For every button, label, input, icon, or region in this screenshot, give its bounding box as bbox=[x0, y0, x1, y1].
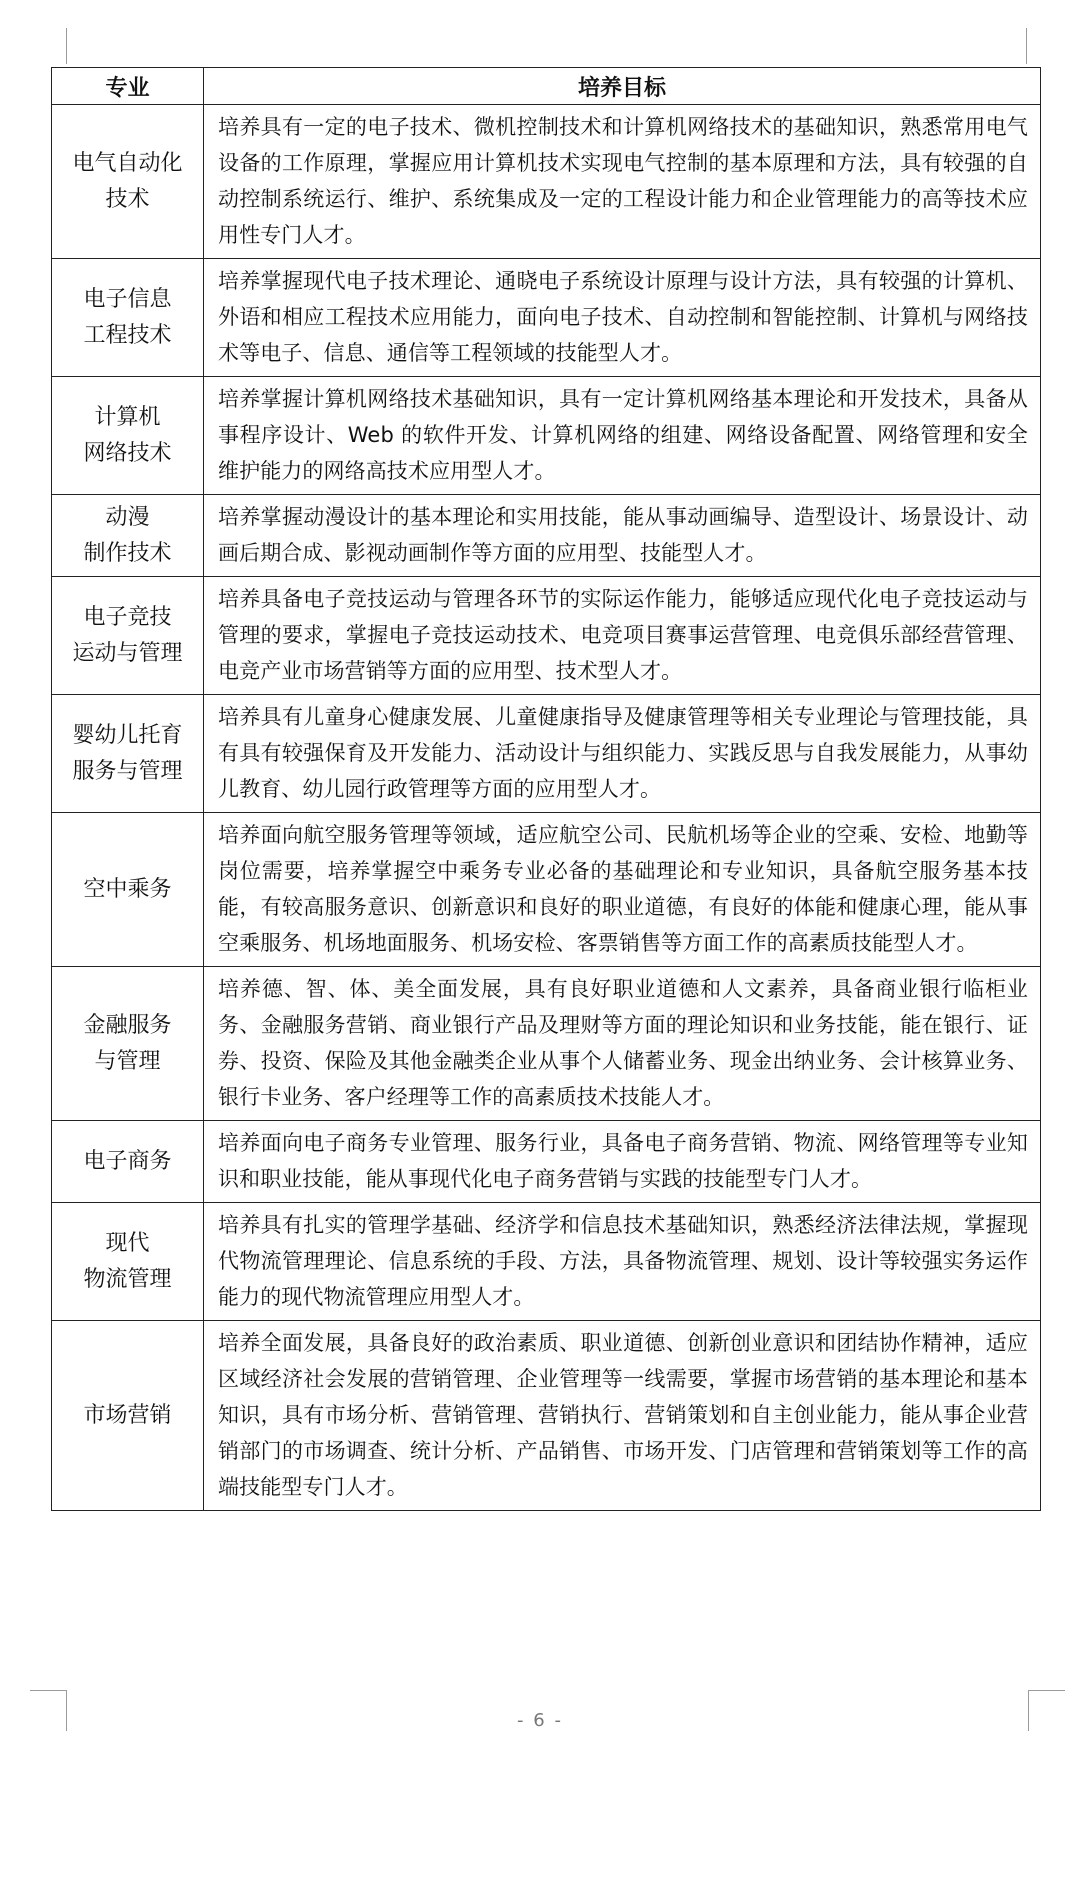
training-goal: 培养具备电子竞技运动与管理各环节的实际运作能力，能够适应现代化电子竞技运动与管理的要求，掌握电子竞技运动技术、电竞项目赛事运营管理、电竞俱乐部经营管理、电竞产业市场营销等方面的应用型、技术型人才。 bbox=[204, 577, 1041, 695]
crop-mark-top-right bbox=[1026, 28, 1027, 64]
major-name: 市场营销 bbox=[52, 1321, 204, 1511]
header-major: 专业 bbox=[52, 68, 204, 105]
majors-table bbox=[51, 67, 1041, 1511]
training-goal: 培养德、智、体、美全面发展，具有良好职业道德和人文素养，具备商业银行临柜业务、金融服务营销、商业银行产品及理财等方面的理论知识和业务技能，能在银行、证券、投资、保险及其他金融类企业从事个人储蓄业务、现金出纳业务、会计核算业务、银行卡业务、客户经理等工作的高素质技术技能人才。 bbox=[204, 967, 1041, 1121]
major-name: 电气自动化 技术 bbox=[52, 105, 204, 259]
training-goal: 培养掌握计算机网络技术基础知识，具有一定计算机网络基本理论和开发技术，具备从事程序设计、Web 的软件开发、计算机网络的组建、网络设备配置、网络管理和安全维护能力的网络高技术应用型人才。 bbox=[204, 377, 1041, 495]
header-goal: 培养目标 bbox=[204, 68, 1041, 105]
table-body bbox=[52, 105, 1041, 1511]
major-name: 电子竞技 运动与管理 bbox=[52, 577, 204, 695]
major-name: 电子信息 工程技术 bbox=[52, 259, 204, 377]
table-row bbox=[52, 967, 1041, 1121]
major-name: 计算机 网络技术 bbox=[52, 377, 204, 495]
major-name: 婴幼儿托育 服务与管理 bbox=[52, 695, 204, 813]
training-goal: 培养具有一定的电子技术、微机控制技术和计算机网络技术的基础知识，熟悉常用电气设备的工作原理，掌握应用计算机技术实现电气控制的基本原理和方法，具有较强的自动控制系统运行、维护、系统集成及一定的工程设计能力和企业管理能力的高等技术应用性专门人才。 bbox=[204, 105, 1041, 259]
table-header-row bbox=[52, 68, 1041, 105]
page-number: - 6 - bbox=[517, 1710, 563, 1731]
training-goal: 培养具有儿童身心健康发展、儿童健康指导及健康管理等相关专业理论与管理技能，具有具有较强保育及开发能力、活动设计与组织能力、实践反思与自我发展能力，从事幼儿教育、幼儿园行政管理等方面的应用型人才。 bbox=[204, 695, 1041, 813]
table-row bbox=[52, 377, 1041, 495]
table-row bbox=[52, 1203, 1041, 1321]
table-row bbox=[52, 259, 1041, 377]
crop-mark-top-left bbox=[66, 28, 67, 64]
major-name: 电子商务 bbox=[52, 1121, 204, 1203]
training-goal: 培养全面发展，具备良好的政治素质、职业道德、创新创业意识和团结协作精神，适应区域经济社会发展的营销管理、企业管理等一线需要，掌握市场营销的基本理论和基本知识，具有市场分析、营销管理、营销执行、营销策划和自主创业能力，能从事企业营销部门的市场调查、统计分析、产品销售、市场开发、门店管理和营销策划等工作的高端技能型专门人才。 bbox=[204, 1321, 1041, 1511]
table-row bbox=[52, 813, 1041, 967]
table-row bbox=[52, 695, 1041, 813]
table-row bbox=[52, 1121, 1041, 1203]
major-name: 金融服务 与管理 bbox=[52, 967, 204, 1121]
table-row bbox=[52, 495, 1041, 577]
training-goal: 培养掌握现代电子技术理论、通晓电子系统设计原理与设计方法，具有较强的计算机、外语和相应工程技术应用能力，面向电子技术、自动控制和智能控制、计算机与网络技术等电子、信息、通信等工程领域的技能型人才。 bbox=[204, 259, 1041, 377]
training-goal: 培养面向航空服务管理等领域，适应航空公司、民航机场等企业的空乘、安检、地勤等岗位需要，培养掌握空中乘务专业必备的基础理论和专业知识，具备航空服务基本技能，有较高服务意识、创新意识和良好的职业道德，有良好的体能和健康心理，能从事空乘服务、机场地面服务、机场安检、客票销售等方面工作的高素质技能型人才。 bbox=[204, 813, 1041, 967]
major-name: 现代 物流管理 bbox=[52, 1203, 204, 1321]
major-name: 空中乘务 bbox=[52, 813, 204, 967]
table-row bbox=[52, 105, 1041, 259]
training-goal: 培养面向电子商务专业管理、服务行业，具备电子商务营销、物流、网络管理等专业知识和职业技能，能从事现代化电子商务营销与实践的技能型专门人才。 bbox=[204, 1121, 1041, 1203]
training-goal: 培养具有扎实的管理学基础、经济学和信息技术基础知识，熟悉经济法律法规，掌握现代物流管理理论、信息系统的手段、方法，具备物流管理、规划、设计等较强实务运作能力的现代物流管理应用型人才。 bbox=[204, 1203, 1041, 1321]
major-name: 动漫 制作技术 bbox=[52, 495, 204, 577]
table-row bbox=[52, 577, 1041, 695]
table-row bbox=[52, 1321, 1041, 1511]
training-goal: 培养掌握动漫设计的基本理论和实用技能，能从事动画编导、造型设计、场景设计、动画后期合成、影视动画制作等方面的应用型、技能型人才。 bbox=[204, 495, 1041, 577]
